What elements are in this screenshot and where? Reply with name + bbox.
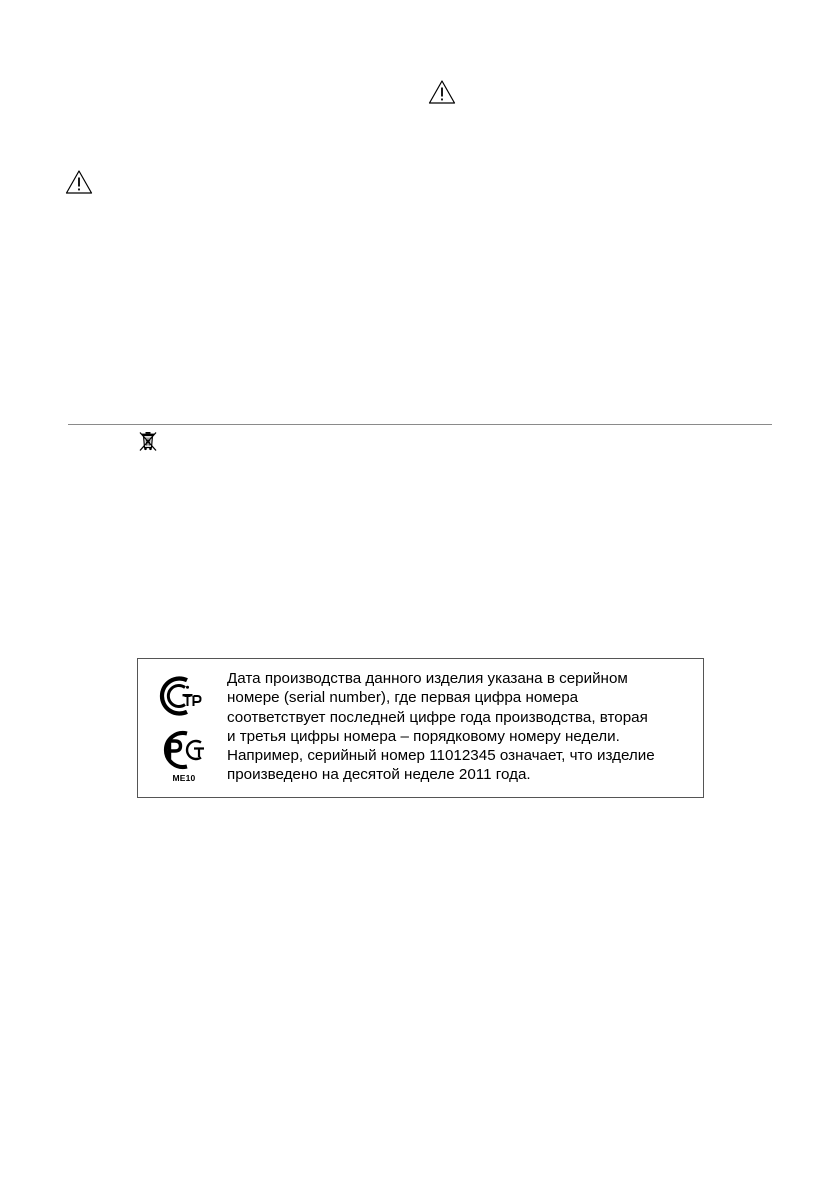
text-line: номере (serial number), где первая цифра номера	[227, 689, 579, 707]
text-line: и третья цифры номера – порядковому номеру недели.	[227, 727, 620, 745]
text-line: произведено на десятой неделе 2011 года.	[227, 766, 531, 784]
certification-marks	[155, 670, 213, 788]
crossed-out-bin-icon	[137, 430, 159, 452]
text-line: Например, серийный номер 11012345 означает, что изделие	[227, 747, 655, 765]
serial-number-explanation	[227, 669, 697, 785]
section-divider	[68, 424, 772, 425]
pct-conformity-mark-icon	[157, 729, 209, 771]
ctr-eac-mark-icon	[157, 674, 209, 718]
text-line: соответствует последней цифре года производства, вторая	[227, 708, 648, 726]
text-line: Дата производства данного изделия указана в серийном	[227, 670, 628, 687]
warning-icon	[65, 169, 93, 195]
certification-code: ME10	[172, 773, 196, 783]
warning-icon	[428, 79, 456, 105]
certification-info-box	[137, 658, 704, 798]
